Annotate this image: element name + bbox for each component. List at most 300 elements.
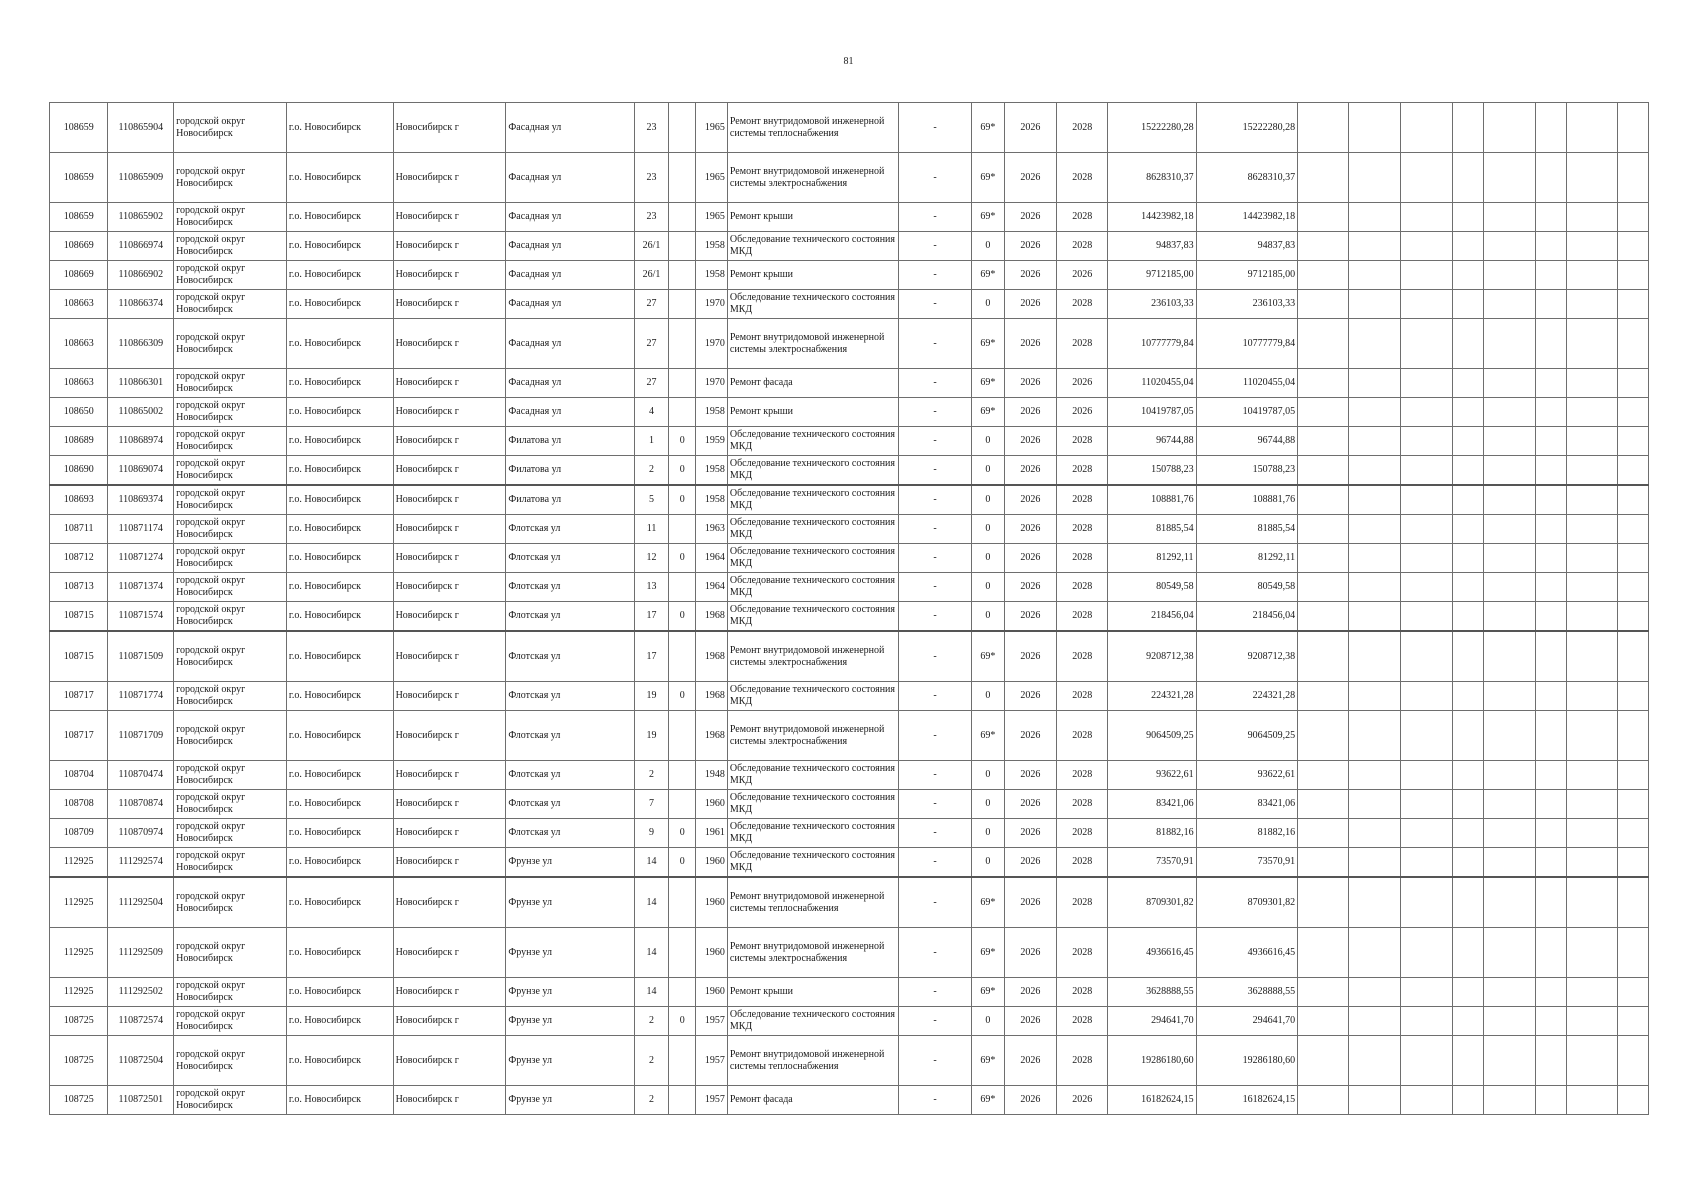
empty-cell — [1349, 711, 1400, 761]
empty-cell — [1298, 203, 1349, 232]
empty-cell — [1618, 978, 1649, 1007]
empty-cell — [1618, 682, 1649, 711]
empty-cell — [1349, 261, 1400, 290]
cost-total: 73570,91 — [1108, 848, 1196, 878]
city-district: г.о. Новосибирск — [286, 1086, 393, 1115]
street: Фасадная ул — [506, 290, 634, 319]
empty-cell — [1452, 978, 1483, 1007]
empty-cell — [1452, 456, 1483, 486]
empty-cell — [1536, 1036, 1567, 1086]
building-number — [669, 573, 696, 602]
empty-cell — [1566, 877, 1617, 928]
empty-cell — [1483, 682, 1535, 711]
empty-cell — [1536, 153, 1567, 203]
row-id: 108663 — [50, 290, 108, 319]
work-type: Обследование технического состояния МКД — [727, 682, 898, 711]
empty-cell — [1536, 369, 1567, 398]
table-row — [50, 682, 1649, 711]
empty-cell — [1400, 631, 1452, 682]
construction-year: 1964 — [696, 573, 728, 602]
cost-total: 19286180,60 — [1108, 1036, 1196, 1086]
empty-cell — [1566, 848, 1617, 878]
municipality: городской округ Новосибирск — [174, 761, 287, 790]
house-number: 27 — [634, 369, 669, 398]
work-type: Ремонт фасада — [727, 369, 898, 398]
plan-year-start: 2026 — [1004, 877, 1056, 928]
empty-cell — [1536, 790, 1567, 819]
empty-cell — [1452, 290, 1483, 319]
empty-cell — [1483, 153, 1535, 203]
table-row — [50, 427, 1649, 456]
empty-cell — [1298, 290, 1349, 319]
construction-year: 1963 — [696, 515, 728, 544]
plan-year-end: 2028 — [1057, 819, 1108, 848]
empty-cell — [1536, 819, 1567, 848]
plan-year-end: 2028 — [1057, 631, 1108, 682]
house-number: 2 — [634, 1086, 669, 1115]
work-code: 110865904 — [108, 103, 174, 153]
work-code: 110871774 — [108, 682, 174, 711]
plan-year-start: 2026 — [1004, 290, 1056, 319]
plan-year-end: 2028 — [1057, 682, 1108, 711]
house-number: 19 — [634, 682, 669, 711]
cost-fund: 236103,33 — [1196, 290, 1298, 319]
work-type: Обследование технического состояния МКД — [727, 790, 898, 819]
empty-cell — [1400, 153, 1452, 203]
empty-cell — [1618, 261, 1649, 290]
empty-cell — [1400, 369, 1452, 398]
empty-cell — [1400, 761, 1452, 790]
plan-year-end: 2028 — [1057, 515, 1108, 544]
municipality: городской округ Новосибирск — [174, 819, 287, 848]
wear-percent: 0 — [971, 848, 1004, 878]
city-district: г.о. Новосибирск — [286, 790, 393, 819]
municipality: городской округ Новосибирск — [174, 848, 287, 878]
empty-cell — [1452, 485, 1483, 515]
table-row — [50, 978, 1649, 1007]
locality: Новосибирск г — [393, 819, 506, 848]
dash-cell: - — [899, 631, 972, 682]
empty-cell — [1483, 515, 1535, 544]
empty-cell — [1536, 711, 1567, 761]
empty-cell — [1566, 319, 1617, 369]
row-id: 108708 — [50, 790, 108, 819]
city-district: г.о. Новосибирск — [286, 1007, 393, 1036]
plan-year-end: 2028 — [1057, 761, 1108, 790]
building-number: 0 — [669, 602, 696, 632]
empty-cell — [1452, 819, 1483, 848]
plan-year-start: 2026 — [1004, 602, 1056, 632]
plan-year-start: 2026 — [1004, 544, 1056, 573]
table-row — [50, 928, 1649, 978]
house-number: 26/1 — [634, 261, 669, 290]
empty-cell — [1452, 602, 1483, 632]
cost-total: 11020455,04 — [1108, 369, 1196, 398]
dash-cell: - — [899, 544, 972, 573]
cost-fund: 9064509,25 — [1196, 711, 1298, 761]
city-district: г.о. Новосибирск — [286, 232, 393, 261]
empty-cell — [1349, 153, 1400, 203]
work-type: Ремонт крыши — [727, 978, 898, 1007]
dash-cell: - — [899, 848, 972, 878]
dash-cell: - — [899, 290, 972, 319]
locality: Новосибирск г — [393, 203, 506, 232]
empty-cell — [1452, 1036, 1483, 1086]
empty-cell — [1349, 319, 1400, 369]
cost-total: 94837,83 — [1108, 232, 1196, 261]
empty-cell — [1483, 103, 1535, 153]
city-district: г.о. Новосибирск — [286, 761, 393, 790]
plan-year-end: 2028 — [1057, 602, 1108, 632]
house-number: 23 — [634, 203, 669, 232]
empty-cell — [1452, 153, 1483, 203]
empty-cell — [1566, 153, 1617, 203]
row-id: 108669 — [50, 232, 108, 261]
empty-cell — [1483, 427, 1535, 456]
city-district: г.о. Новосибирск — [286, 848, 393, 878]
empty-cell — [1566, 485, 1617, 515]
empty-cell — [1536, 848, 1567, 878]
table-row — [50, 573, 1649, 602]
plan-year-start: 2026 — [1004, 573, 1056, 602]
dash-cell: - — [899, 682, 972, 711]
cost-total: 83421,06 — [1108, 790, 1196, 819]
city-district: г.о. Новосибирск — [286, 978, 393, 1007]
municipality: городской округ Новосибирск — [174, 928, 287, 978]
municipality: городской округ Новосибирск — [174, 398, 287, 427]
locality: Новосибирск г — [393, 1086, 506, 1115]
cost-fund: 81882,16 — [1196, 819, 1298, 848]
construction-year: 1965 — [696, 203, 728, 232]
dash-cell: - — [899, 515, 972, 544]
empty-cell — [1618, 515, 1649, 544]
house-number: 11 — [634, 515, 669, 544]
empty-cell — [1536, 544, 1567, 573]
work-type: Обследование технического состояния МКД — [727, 485, 898, 515]
cost-fund: 10419787,05 — [1196, 398, 1298, 427]
municipality: городской округ Новосибирск — [174, 790, 287, 819]
municipality: городской округ Новосибирск — [174, 456, 287, 486]
city-district: г.о. Новосибирск — [286, 602, 393, 632]
empty-cell — [1536, 319, 1567, 369]
building-number: 0 — [669, 1007, 696, 1036]
work-code: 110866974 — [108, 232, 174, 261]
table-row — [50, 819, 1649, 848]
construction-year: 1958 — [696, 485, 728, 515]
empty-cell — [1400, 398, 1452, 427]
empty-cell — [1618, 232, 1649, 261]
capital-repair-table — [49, 102, 1649, 1115]
house-number: 7 — [634, 790, 669, 819]
empty-cell — [1298, 790, 1349, 819]
municipality: городской округ Новосибирск — [174, 544, 287, 573]
house-number: 23 — [634, 153, 669, 203]
building-number — [669, 398, 696, 427]
municipality: городской округ Новосибирск — [174, 631, 287, 682]
work-type: Ремонт внутридомовой инженерной системы теплоснабжения — [727, 1036, 898, 1086]
empty-cell — [1298, 602, 1349, 632]
city-district: г.о. Новосибирск — [286, 153, 393, 203]
municipality: городской округ Новосибирск — [174, 602, 287, 632]
table-row — [50, 544, 1649, 573]
table-row — [50, 153, 1649, 203]
plan-year-end: 2028 — [1057, 1036, 1108, 1086]
empty-cell — [1400, 515, 1452, 544]
work-code: 111292509 — [108, 928, 174, 978]
row-id: 108713 — [50, 573, 108, 602]
cost-fund: 10777779,84 — [1196, 319, 1298, 369]
work-code: 110870974 — [108, 819, 174, 848]
empty-cell — [1298, 848, 1349, 878]
work-type: Обследование технического состояния МКД — [727, 515, 898, 544]
city-district: г.о. Новосибирск — [286, 515, 393, 544]
plan-year-start: 2026 — [1004, 153, 1056, 203]
cost-fund: 3628888,55 — [1196, 978, 1298, 1007]
cost-fund: 73570,91 — [1196, 848, 1298, 878]
house-number: 27 — [634, 290, 669, 319]
locality: Новосибирск г — [393, 573, 506, 602]
construction-year: 1958 — [696, 232, 728, 261]
work-type: Обследование технического состояния МКД — [727, 1007, 898, 1036]
house-number: 9 — [634, 819, 669, 848]
empty-cell — [1483, 631, 1535, 682]
empty-cell — [1349, 1036, 1400, 1086]
dash-cell: - — [899, 573, 972, 602]
cost-total: 3628888,55 — [1108, 978, 1196, 1007]
empty-cell — [1298, 261, 1349, 290]
work-code: 110865902 — [108, 203, 174, 232]
municipality: городской округ Новосибирск — [174, 290, 287, 319]
empty-cell — [1618, 631, 1649, 682]
empty-cell — [1298, 515, 1349, 544]
plan-year-start: 2026 — [1004, 1036, 1056, 1086]
dash-cell: - — [899, 819, 972, 848]
city-district: г.о. Новосибирск — [286, 682, 393, 711]
cost-fund: 14423982,18 — [1196, 203, 1298, 232]
empty-cell — [1483, 232, 1535, 261]
empty-cell — [1566, 928, 1617, 978]
locality: Новосибирск г — [393, 1036, 506, 1086]
plan-year-start: 2026 — [1004, 682, 1056, 711]
row-id: 108715 — [50, 602, 108, 632]
municipality: городской округ Новосибирск — [174, 485, 287, 515]
house-number: 1 — [634, 427, 669, 456]
empty-cell — [1349, 290, 1400, 319]
empty-cell — [1566, 682, 1617, 711]
cost-fund: 81292,11 — [1196, 544, 1298, 573]
dash-cell: - — [899, 1086, 972, 1115]
construction-year: 1957 — [696, 1007, 728, 1036]
construction-year: 1960 — [696, 877, 728, 928]
house-number: 2 — [634, 1036, 669, 1086]
cost-total: 224321,28 — [1108, 682, 1196, 711]
empty-cell — [1618, 711, 1649, 761]
cost-total: 8628310,37 — [1108, 153, 1196, 203]
street: Фрунзе ул — [506, 1086, 634, 1115]
empty-cell — [1349, 978, 1400, 1007]
house-number: 23 — [634, 103, 669, 153]
building-number: 0 — [669, 819, 696, 848]
cost-total: 16182624,15 — [1108, 1086, 1196, 1115]
work-type: Ремонт внутридомовой инженерной системы теплоснабжения — [727, 877, 898, 928]
empty-cell — [1618, 485, 1649, 515]
empty-cell — [1483, 819, 1535, 848]
wear-percent: 0 — [971, 682, 1004, 711]
municipality: городской округ Новосибирск — [174, 978, 287, 1007]
empty-cell — [1298, 631, 1349, 682]
building-number — [669, 369, 696, 398]
house-number: 19 — [634, 711, 669, 761]
empty-cell — [1349, 456, 1400, 486]
empty-cell — [1483, 398, 1535, 427]
empty-cell — [1298, 573, 1349, 602]
building-number — [669, 319, 696, 369]
empty-cell — [1566, 232, 1617, 261]
empty-cell — [1298, 1036, 1349, 1086]
empty-cell — [1349, 682, 1400, 711]
cost-total: 150788,23 — [1108, 456, 1196, 486]
construction-year: 1957 — [696, 1086, 728, 1115]
row-id: 108659 — [50, 153, 108, 203]
empty-cell — [1452, 761, 1483, 790]
empty-cell — [1400, 711, 1452, 761]
construction-year: 1957 — [696, 1036, 728, 1086]
cost-total: 10419787,05 — [1108, 398, 1196, 427]
city-district: г.о. Новосибирск — [286, 261, 393, 290]
locality: Новосибирск г — [393, 602, 506, 632]
empty-cell — [1400, 203, 1452, 232]
empty-cell — [1536, 928, 1567, 978]
empty-cell — [1349, 602, 1400, 632]
wear-percent: 0 — [971, 515, 1004, 544]
row-id: 112925 — [50, 978, 108, 1007]
empty-cell — [1452, 928, 1483, 978]
plan-year-start: 2026 — [1004, 203, 1056, 232]
municipality: городской округ Новосибирск — [174, 153, 287, 203]
dash-cell: - — [899, 978, 972, 1007]
empty-cell — [1400, 928, 1452, 978]
empty-cell — [1566, 978, 1617, 1007]
empty-cell — [1536, 261, 1567, 290]
street: Фрунзе ул — [506, 848, 634, 878]
empty-cell — [1618, 1007, 1649, 1036]
house-number: 14 — [634, 928, 669, 978]
street: Фрунзе ул — [506, 928, 634, 978]
street: Флотская ул — [506, 761, 634, 790]
empty-cell — [1349, 203, 1400, 232]
empty-cell — [1483, 1036, 1535, 1086]
house-number: 13 — [634, 573, 669, 602]
city-district: г.о. Новосибирск — [286, 485, 393, 515]
plan-year-start: 2026 — [1004, 711, 1056, 761]
construction-year: 1960 — [696, 928, 728, 978]
plan-year-end: 2026 — [1057, 398, 1108, 427]
work-code: 110870474 — [108, 761, 174, 790]
construction-year: 1960 — [696, 978, 728, 1007]
dash-cell: - — [899, 103, 972, 153]
table-row — [50, 790, 1649, 819]
locality: Новосибирск г — [393, 928, 506, 978]
wear-percent: 0 — [971, 427, 1004, 456]
row-id: 112925 — [50, 877, 108, 928]
work-type: Ремонт крыши — [727, 261, 898, 290]
work-code: 110871374 — [108, 573, 174, 602]
empty-cell — [1483, 928, 1535, 978]
empty-cell — [1298, 978, 1349, 1007]
cost-fund: 96744,88 — [1196, 427, 1298, 456]
empty-cell — [1618, 1086, 1649, 1115]
empty-cell — [1483, 877, 1535, 928]
empty-cell — [1400, 848, 1452, 878]
empty-cell — [1400, 544, 1452, 573]
city-district: г.о. Новосибирск — [286, 290, 393, 319]
empty-cell — [1452, 544, 1483, 573]
cost-total: 80549,58 — [1108, 573, 1196, 602]
work-code: 110869374 — [108, 485, 174, 515]
house-number: 5 — [634, 485, 669, 515]
empty-cell — [1483, 319, 1535, 369]
empty-cell — [1298, 427, 1349, 456]
plan-year-start: 2026 — [1004, 1086, 1056, 1115]
empty-cell — [1566, 761, 1617, 790]
empty-cell — [1536, 515, 1567, 544]
wear-percent: 69* — [971, 711, 1004, 761]
cost-fund: 80549,58 — [1196, 573, 1298, 602]
empty-cell — [1618, 819, 1649, 848]
house-number: 27 — [634, 319, 669, 369]
empty-cell — [1536, 1007, 1567, 1036]
work-code: 110871274 — [108, 544, 174, 573]
house-number: 12 — [634, 544, 669, 573]
street: Флотская ул — [506, 515, 634, 544]
empty-cell — [1566, 1036, 1617, 1086]
building-number: 0 — [669, 682, 696, 711]
empty-cell — [1400, 485, 1452, 515]
empty-cell — [1536, 1086, 1567, 1115]
empty-cell — [1536, 602, 1567, 632]
wear-percent: 69* — [971, 1086, 1004, 1115]
city-district: г.о. Новосибирск — [286, 398, 393, 427]
empty-cell — [1618, 319, 1649, 369]
empty-cell — [1483, 261, 1535, 290]
work-code: 110865909 — [108, 153, 174, 203]
locality: Новосибирск г — [393, 978, 506, 1007]
empty-cell — [1298, 928, 1349, 978]
dash-cell: - — [899, 456, 972, 486]
empty-cell — [1483, 456, 1535, 486]
empty-cell — [1298, 1007, 1349, 1036]
row-id: 108725 — [50, 1036, 108, 1086]
wear-percent: 69* — [971, 1036, 1004, 1086]
empty-cell — [1400, 682, 1452, 711]
empty-cell — [1400, 877, 1452, 928]
building-number — [669, 978, 696, 1007]
empty-cell — [1400, 103, 1452, 153]
empty-cell — [1400, 456, 1452, 486]
plan-year-end: 2028 — [1057, 573, 1108, 602]
empty-cell — [1452, 515, 1483, 544]
cost-fund: 294641,70 — [1196, 1007, 1298, 1036]
city-district: г.о. Новосибирск — [286, 319, 393, 369]
row-id: 108715 — [50, 631, 108, 682]
empty-cell — [1349, 485, 1400, 515]
empty-cell — [1452, 319, 1483, 369]
municipality: городской округ Новосибирск — [174, 369, 287, 398]
building-number: 0 — [669, 427, 696, 456]
empty-cell — [1566, 203, 1617, 232]
work-code: 111292502 — [108, 978, 174, 1007]
plan-year-end: 2028 — [1057, 427, 1108, 456]
